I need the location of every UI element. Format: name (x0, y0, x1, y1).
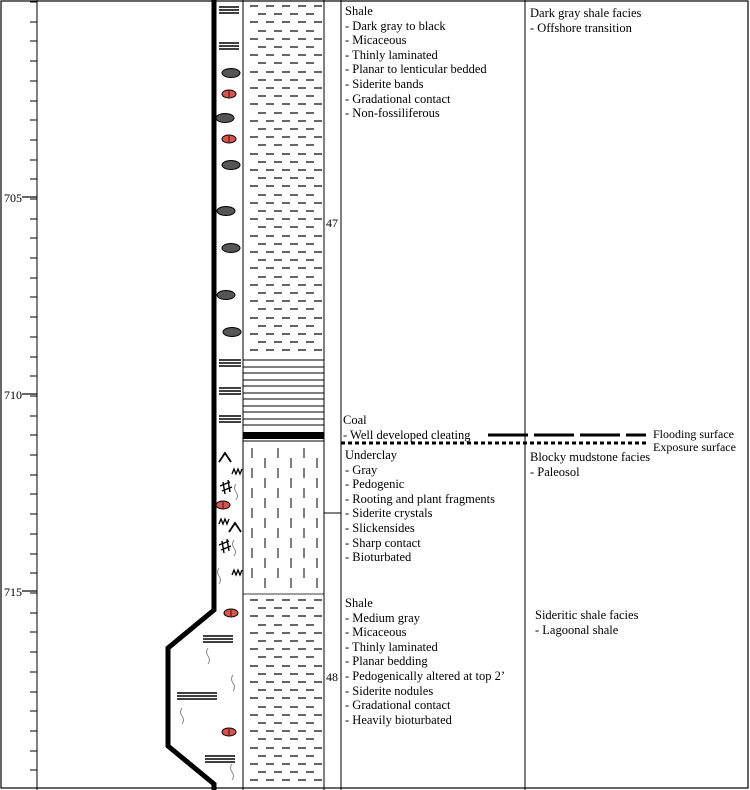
lithology-item: - Thinly laminated (345, 639, 438, 654)
lithology-description-shale-upper (345, 4, 487, 121)
facies-item: - Lagoonal shale (535, 622, 619, 637)
facies-title: Blocky mudstone facies (530, 450, 651, 464)
bioturbation-symbol (218, 568, 221, 584)
lithology-item: - Well developed cleating (343, 427, 471, 442)
lithology-item: - Planar bedding (345, 654, 428, 669)
bioturbation-symbol (207, 648, 210, 664)
laminated-band (243, 360, 324, 425)
lithology-item: - Medium gray (345, 610, 420, 625)
weathering-profile (168, 0, 214, 790)
underclay-pattern (252, 448, 317, 588)
exposure-surface-label: Exposure surface (653, 440, 736, 454)
lithology-item: - Siderite nodules (345, 683, 434, 698)
lithology-item: - Dark gray to black (345, 18, 446, 33)
lithology-item: - Heavily bioturbated (345, 712, 452, 727)
lithology-title: Underclay (345, 448, 398, 462)
root-trace-symbol (219, 453, 231, 462)
bioturbation-symbol (231, 764, 234, 780)
lithology-item: - Sharp contact (345, 535, 421, 550)
facies-item: - Paleosol (530, 464, 580, 479)
lithology-item: - Thinly laminated (345, 47, 438, 62)
ironstone-nodule-symbol (217, 291, 235, 300)
siderite-crystal-symbol (219, 539, 231, 553)
ironstone-nodule-symbol (222, 161, 240, 170)
sedimentary-symbols (177, 7, 242, 780)
lithology-item: - Gradational contact (345, 91, 451, 106)
depth-label-705: 705 (4, 191, 22, 205)
bioturbation-symbol (181, 708, 184, 724)
facies-title: Dark gray shale facies (530, 6, 642, 20)
lithology-item: - Gradational contact (345, 698, 451, 713)
slickenside-symbol (232, 469, 242, 474)
siderite-crystal-symbol (220, 480, 232, 494)
ironstone-nodule-symbol (222, 244, 240, 253)
bed-number-47: 47 (326, 216, 338, 230)
lithology-item: - Pedogenically altered at top 2’ (345, 668, 506, 683)
lithology-description-coal (343, 413, 471, 442)
coal-bed (243, 432, 324, 439)
depth-label-710: 710 (4, 388, 22, 402)
bioturbation-symbol (235, 484, 238, 500)
facies-title: Sideritic shale facies (535, 608, 639, 622)
shale-pattern-lower (250, 600, 322, 780)
lithology-title: Shale (345, 596, 373, 610)
bioturbation-symbol (233, 540, 236, 556)
lithology-item: - Bioturbated (345, 550, 412, 565)
lithology-title: Coal (343, 413, 367, 427)
lithology-item: - Micaceous (345, 33, 407, 48)
shale-pattern-upper (250, 6, 322, 350)
depth-label-715: 715 (4, 585, 22, 599)
slickenside-symbol (232, 570, 242, 575)
lithology-item: - Slickensides (345, 520, 415, 535)
lithology-item: - Micaceous (345, 625, 407, 640)
root-trace-symbol (229, 523, 241, 532)
lithology-item: - Siderite crystals (345, 506, 433, 521)
facies-description-dark-gray-shale (530, 6, 641, 35)
lithology-item: - Gray (345, 462, 378, 477)
lithology-item: - Pedogenic (345, 477, 405, 492)
lithology-description-shale-lower (345, 596, 505, 727)
lithology-item: - Planar to lenticular bedded (345, 62, 487, 77)
bioturbation-symbol (232, 675, 235, 691)
lithology-item: - Non-fossiliferous (345, 106, 440, 121)
ironstone-nodule-symbol (223, 328, 241, 337)
lithology-item: - Rooting and plant fragments (345, 491, 495, 506)
bed-number-48: 48 (326, 670, 338, 684)
ironstone-nodule-symbol (216, 114, 234, 123)
lithology-description-underclay (345, 448, 495, 565)
flooding-surface-label: Flooding surface (653, 427, 734, 441)
slickenside-symbol (219, 519, 229, 524)
ironstone-nodule-symbol (222, 69, 240, 78)
depth-ticks (22, 2, 37, 770)
facies-description-blocky-mudstone (530, 450, 650, 479)
facies-description-sideritic-shale (535, 608, 638, 637)
facies-item: - Offshore transition (530, 20, 632, 35)
lithology-item: - Siderite bands (345, 76, 424, 91)
ironstone-nodule-symbol (217, 207, 235, 216)
lithology-title: Shale (345, 4, 373, 18)
